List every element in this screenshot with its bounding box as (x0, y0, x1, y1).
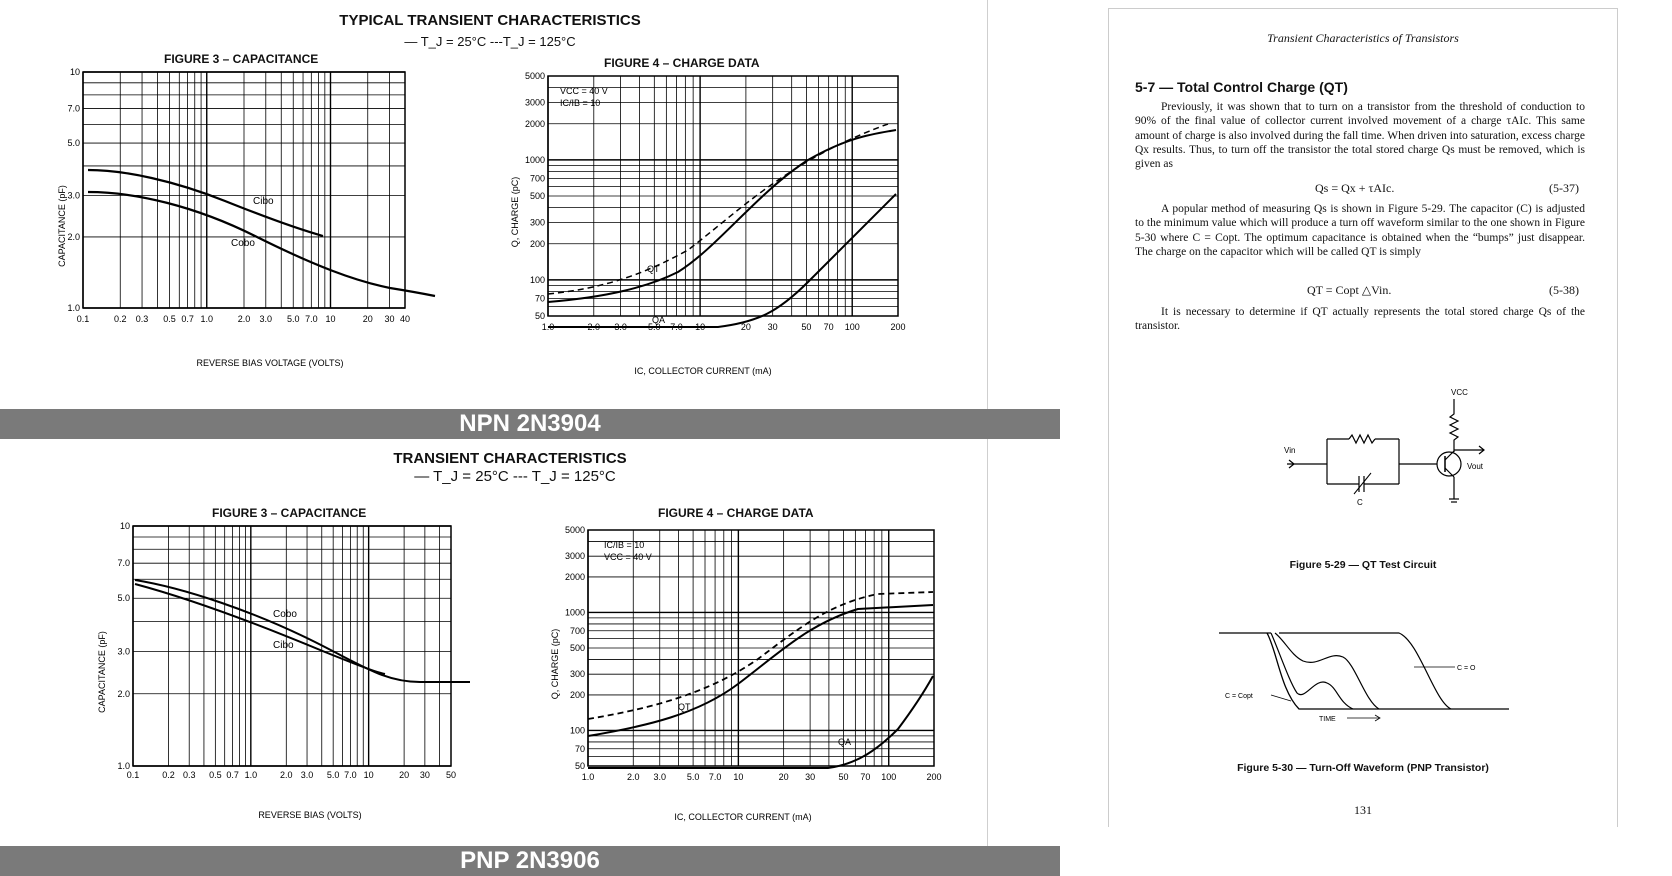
pnp-legend: — T_J = 25°C --- T_J = 125°C (414, 468, 616, 485)
x-tick-label: 2.0 (587, 322, 601, 332)
pnp-qa-curve (588, 676, 933, 768)
x-tick-label: 3.0 (653, 772, 667, 782)
pnp-cobo-label: Cobo (273, 609, 297, 620)
x-tick-label: 3.0 (300, 770, 314, 780)
pnp-qt-label: QT (678, 702, 691, 712)
npn-cibo-label: Cibo (253, 196, 274, 207)
pnp-capacitance-grid (117, 522, 456, 780)
y-tick-label: 3.0 (117, 646, 130, 657)
x-tick-label: 200 (890, 322, 906, 332)
x-tick-label: 2.0 (627, 772, 640, 782)
y-tick-label: 70 (574, 743, 585, 754)
vout-label: Vout (1467, 462, 1484, 471)
waveform-c-zero (1279, 633, 1451, 709)
x-tick-label: 7.0 (344, 770, 357, 780)
npn-icib-annot: IC/IB = 10 (560, 98, 601, 108)
y-tick-label: 70 (534, 293, 545, 304)
y-tick-label: 3000 (524, 97, 545, 108)
npn-qt-25-curve (548, 130, 896, 302)
npn-fig3-title: FIGURE 3 – CAPACITANCE (164, 52, 319, 66)
figure-5-29-caption: Figure 5-29 — QT Test Circuit (1289, 559, 1437, 571)
c-opt-label: C = Copt (1225, 693, 1253, 700)
npn-cobo-curve (88, 192, 435, 296)
x-tick-label: 5.0 (648, 322, 661, 332)
pnp-vcc-annot: VCC = 40 V (604, 552, 652, 562)
x-tick-label: 5.0 (286, 314, 300, 324)
vin-label: Vin (1284, 446, 1296, 455)
pnp-cibo-label: Cibo (273, 640, 294, 651)
x-tick-label: 10 (695, 322, 706, 332)
pnp-cobo-curve (135, 580, 470, 682)
y-tick-label: 3.0 (67, 190, 80, 201)
pnp-icib-annot: IC/IB = 10 (604, 540, 645, 550)
pnp-charge-xlabel: IC, COLLECTOR CURRENT (mA) (674, 812, 812, 822)
time-label: TIME (1319, 716, 1336, 723)
c-zero-label: C = O (1457, 665, 1476, 672)
x-tick-label: 50 (838, 772, 849, 782)
y-tick-label: 5000 (524, 72, 545, 81)
pnp-qa-label: QA (838, 737, 852, 747)
pnp-cap-ylabel: CAPACITANCE (pF) (97, 631, 107, 713)
npn-charge-xlabel: IC, COLLECTOR CURRENT (mA) (634, 366, 772, 376)
pnp-cibo-curve (135, 584, 385, 674)
npn-legend: — T_J = 25°C ---T_J = 125°C (404, 34, 576, 49)
x-tick-label: 0.7 (181, 314, 194, 324)
npn-fig4-title: FIGURE 4 – CHARGE DATA (604, 56, 760, 70)
x-tick-label: 2.0 (237, 314, 251, 324)
y-tick-label: 1000 (564, 607, 585, 618)
pnp-fig3-title: FIGURE 3 – CAPACITANCE (212, 506, 367, 520)
x-tick-label: 2.0 (280, 770, 293, 780)
x-tick-label: 7.0 (670, 322, 683, 332)
npn-charge-ylabel: Q, CHARGE (pC) (510, 176, 520, 248)
npn-capacitance-grid (67, 67, 410, 324)
x-tick-label: 1.0 (244, 770, 258, 780)
turn-off-waveform-diagram (1219, 621, 1519, 731)
x-tick-label: 0.2 (162, 770, 175, 780)
y-tick-label: 200 (529, 238, 545, 249)
x-tick-label: 0.5 (209, 770, 222, 780)
qt-test-circuit-diagram (1259, 369, 1489, 509)
npn-qa-label: QA (652, 315, 666, 325)
x-tick-label: 0.3 (182, 770, 196, 780)
x-tick-label: 0.7 (226, 770, 239, 780)
npn-capacitance-chart (55, 66, 455, 372)
x-tick-label: 7.0 (305, 314, 318, 324)
running-head: Transient Characteristics of Transistors (1267, 31, 1459, 45)
pnp-charge-chart (548, 524, 948, 830)
x-tick-label: 10 (363, 770, 374, 780)
x-tick-label: 0.1 (126, 770, 140, 780)
x-tick-label: 0.1 (76, 314, 90, 324)
x-tick-label: 20 (362, 314, 373, 324)
npn-cobo-label: Cobo (231, 238, 255, 249)
pnp-main-title: TRANSIENT CHARACTERISTICS (393, 450, 627, 467)
x-tick-label: 30 (384, 314, 395, 324)
x-tick-label: 1.0 (200, 314, 214, 324)
x-tick-label: 50 (801, 322, 812, 332)
pnp-capacitance-chart (95, 522, 495, 828)
npn-charge-grid (525, 72, 906, 332)
npn-qt-125-curve (548, 124, 888, 294)
equation-5-38-number: (5-38) (1549, 283, 1579, 297)
x-tick-label: 5.0 (326, 770, 340, 780)
vcc-label: VCC (1451, 388, 1468, 397)
equation-5-37-number: (5-37) (1549, 181, 1579, 195)
y-tick-label: 2.0 (117, 688, 130, 699)
y-tick-label: 50 (534, 311, 545, 321)
equation-5-38: QT = Copt △Vin. (1307, 283, 1392, 297)
y-tick-label: 200 (569, 689, 585, 700)
x-tick-label: 5.0 (686, 772, 700, 782)
pnp-charge-ylabel: Q, CHARGE (pC) (550, 628, 560, 700)
y-tick-label: 7.0 (67, 103, 80, 114)
x-tick-label: 70 (860, 772, 871, 782)
waveform-bump-small (1271, 633, 1353, 709)
y-tick-label: 5000 (564, 525, 585, 535)
section-title: 5-7 — Total Control Charge (QT) (1135, 79, 1348, 95)
pnp-cap-xlabel: REVERSE BIAS (VOLTS) (258, 810, 362, 820)
collector-resistor (1450, 399, 1458, 449)
y-tick-label: 300 (569, 669, 585, 680)
y-tick-label: 700 (569, 625, 585, 636)
x-tick-label: 1.0 (581, 772, 595, 782)
paragraph-3: It is necessary to determine if QT actually represents the total stored charge Qs of the transistor. (1135, 306, 1585, 333)
paragraph-1: Previously, it was shown that to turn on a transistor from the threshold of conduction to 90% of the final value of collector current involved movement of a charge τAIc. This same amount of charge is also involved during the fall time. When driven into saturation, excess charge Qx results. Thus, to turn off the transistor the total stored charge Qs must be removed, which is given as (1135, 101, 1585, 171)
y-tick-label: 1.0 (117, 761, 130, 771)
x-tick-label: 200 (926, 772, 942, 782)
y-tick-label: 2000 (524, 118, 545, 129)
npn-cap-ylabel: CAPACITANCE (pF) (57, 185, 67, 267)
y-tick-label: 1.0 (67, 303, 80, 313)
y-tick-label: 1000 (524, 154, 545, 165)
base-resistor (1349, 435, 1375, 443)
npn-vcc-annot: VCC = 40 V (560, 86, 608, 96)
x-tick-label: 20 (740, 322, 751, 332)
npn-cibo-curve (88, 170, 323, 236)
y-tick-label: 3000 (564, 551, 585, 562)
npn-charge-chart (508, 72, 908, 378)
x-tick-label: 30 (767, 322, 778, 332)
figure-5-30-caption: Figure 5-30 — Turn-Off Waveform (PNP Transistor) (1237, 762, 1489, 774)
capacitor-label: C (1357, 498, 1363, 507)
x-tick-label: 0.5 (163, 314, 176, 324)
x-tick-label: 10 (325, 314, 336, 324)
y-tick-label: 7.0 (117, 558, 130, 569)
y-tick-label: 5.0 (117, 593, 130, 604)
pnp-fig4-title: FIGURE 4 – CHARGE DATA (658, 506, 814, 520)
y-tick-label: 500 (569, 643, 585, 653)
page-number: 131 (1354, 803, 1372, 817)
npn-band: NPN 2N3904 (0, 409, 1060, 439)
x-tick-label: 100 (844, 322, 860, 332)
y-tick-label: 2.0 (67, 231, 80, 242)
x-tick-label: 30 (419, 770, 430, 780)
x-tick-label: 30 (805, 772, 816, 782)
paragraph-2: A popular method of measuring Qs is shown in Figure 5-29. The capacitor (C) is adjusted to the minimum value which will produce a turn off waveform similar to the one shown in Figure 5-30 where C = Copt. The optimum capacitance is obtained when the “bumps” just disappear. The charge on the capacitor which will be called QT is simply (1135, 203, 1585, 258)
x-tick-label: 7.0 (708, 772, 722, 782)
y-tick-label: 300 (529, 217, 545, 228)
npn-main-title: TYPICAL TRANSIENT CHARACTERISTICS (339, 12, 641, 29)
pnp-band: PNP 2N3906 (0, 846, 1060, 876)
y-tick-label: 10 (119, 522, 130, 531)
y-tick-label: 10 (69, 67, 80, 77)
y-tick-label: 2000 (564, 571, 585, 582)
y-tick-label: 700 (529, 173, 545, 184)
y-tick-label: 50 (574, 761, 585, 771)
x-tick-label: 20 (399, 770, 410, 780)
x-tick-label: 0.2 (113, 314, 127, 324)
pnp-qt-25-curve (588, 605, 933, 736)
x-tick-label: 3.0 (614, 322, 627, 332)
x-tick-label: 10 (733, 772, 744, 782)
y-tick-label: 100 (529, 274, 545, 285)
book-page (1108, 8, 1618, 827)
y-tick-label: 5.0 (67, 138, 80, 149)
x-tick-label: 1.0 (541, 322, 555, 332)
y-tick-label: 500 (529, 191, 545, 201)
pnp-charge-grid (565, 525, 942, 782)
x-tick-label: 3.0 (259, 314, 273, 324)
x-tick-label: 20 (778, 772, 789, 782)
x-tick-label: 70 (823, 322, 834, 332)
x-tick-label: 100 (881, 772, 897, 782)
x-tick-label: 50 (445, 770, 457, 780)
pnp-qt-125-curve (588, 592, 933, 719)
equation-5-37: Qs = Qx + τAIc. (1315, 181, 1395, 195)
y-tick-label: 100 (569, 725, 585, 736)
npn-qt-label: QT (647, 264, 660, 274)
x-tick-label: 40 (399, 314, 411, 324)
x-tick-label: 0.3 (135, 314, 149, 324)
npn-cap-xlabel: REVERSE BIAS VOLTAGE (VOLTS) (196, 358, 344, 368)
npn-qa-curve (548, 194, 896, 327)
